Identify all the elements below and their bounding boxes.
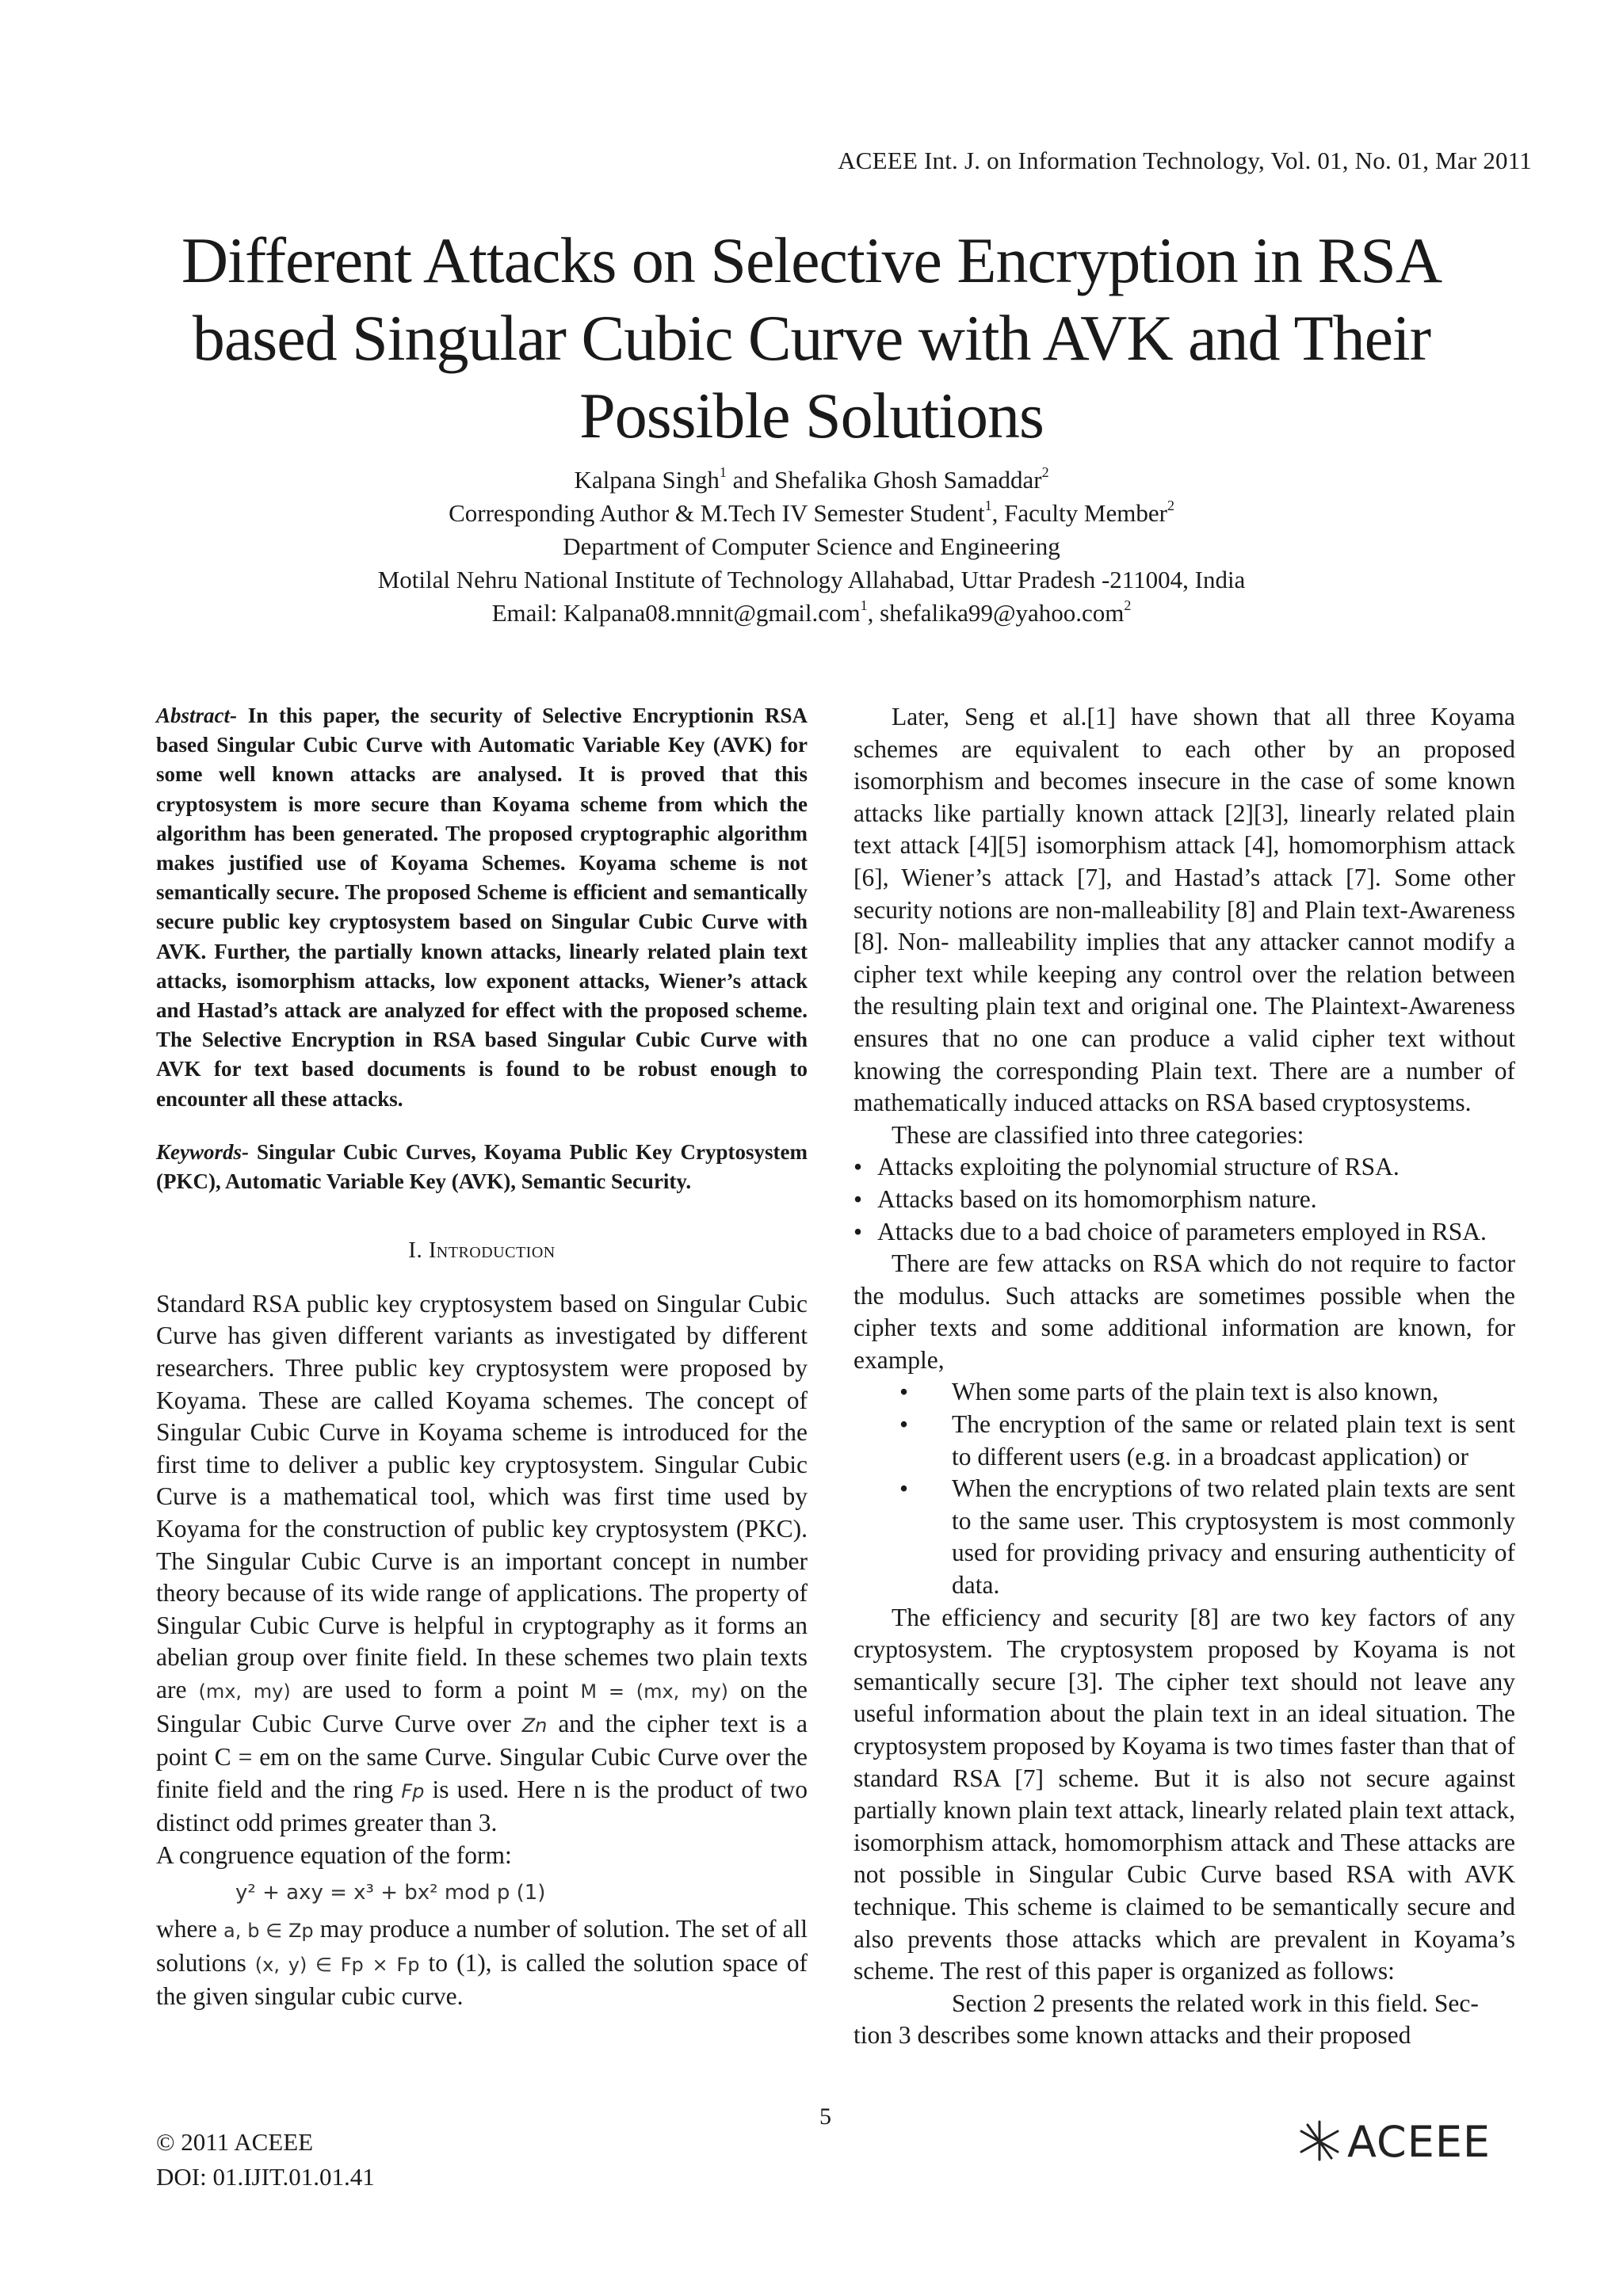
right-paragraph-1: Later, Seng et al.[1] have shown that all three Koyama schemes are equivalent to each other by an proposed isomorphism and becomes insecure in the case of some known attacks like partially known attack [2][3], linearly related plain text attack [4][5] isomorphism attack [4], homomorphism attack [6], Wiener’s attack [7], and Hastad’s attack [7]. Some other security notions are non-malleability [8] and Plain text-Awareness [8]. Non- malleability implies that any attacker cannot modify a cipher text while keeping any control over the relation between the resulting plain text and original one. The Plaintext-Awareness ensures that no one can produce a valid cipher text without knowing the corresponding Plain text. There are a number of mathematically induced attacks on RSA based cryptosystems.	[854, 703, 1515, 1117]
footer	[156, 2125, 375, 2195]
attack-categories-list	[854, 1151, 1515, 1248]
title-line-1: Different Attacks on Selective Encryption in RSA	[181, 224, 1442, 296]
right-column	[854, 701, 1515, 2052]
title-line-2: based Singular Cubic Curve with AVK and Their	[192, 302, 1431, 374]
doi: DOI: 01.IJIT.01.01.41	[156, 2163, 375, 2191]
list-item: • The encryption of the same or related plain text is sent to different users (e.g. in a broadcast application) or	[952, 1409, 1515, 1473]
author-roles: Corresponding Author & M.Tech IV Semester Student$^1$, Faculty Member$^2$	[449, 498, 1174, 527]
intro-paragraph-1: Standard RSA public key cryptosystem based on Singular Cubic Curve has given different variants as investigated by different researchers. Three public key cryptosystem were proposed by Koyama. These are called Koyama schemes. The concept of Singular Cubic Curve in Koyama scheme is introduced for the first time to deliver a public key cryptosystem. Singular Cubic Curve is a mathematical tool, which was first time used by Koyama for the construction of public key cryptosystem (PKC). The Singular Cubic Curve is an important concept in number theory because of its wide range of applications. The property of Singular Cubic Curve is helpful in cryptography as it forms an abelian group over finite field. In these schemes two plain texts are (mx, my) are used to form a point M = (mx, my) on the Singular Cubic Curve Curve over Zn and the cipher text is a point C = em on the same Curve. Singular Cubic Curve over the finite field and the ring Fp is used. Here n is the product of two distinct odd primes greater than 3.	[156, 1289, 808, 1837]
logo-text: ACEEE	[1347, 2116, 1491, 2167]
author-names: Kalpana Singh$^1$ and Shefalika Ghosh Samaddar$^2$	[574, 464, 1049, 494]
abstract: Abstract- In this paper, the security of Selective Encryptionin RSA based Singular Cubic Curve with Automatic Variable Key (AVK) for some well known attacks are analysed. It is proved that this cryptosystem is more secure than Koyama scheme from which the algorithm has been generated. The proposed cryptographic algorithm makes justified use of Koyama Schemes. Koyama scheme is not semantically secure. The proposed Scheme is efficient and semantically secure public key cryptosystem based on Singular Cubic Curve with AVK. Further, the partially known attacks, linearly related plain text attacks, isomorphism attacks, low exponent attacks, Wiener’s attack and Hastad’s attack are analyzed for effect with the proposed scheme. The Selective Encryption in RSA based Singular Cubic Curve with AVK for text based documents is found to be robust enough to encounter all these attacks.	[156, 704, 808, 1111]
right-paragraph-5a: Section 2 presents the related work in this field. Sec-	[952, 1989, 1479, 2017]
author-email: Email: Kalpana08.mnnit@gmail.com$^1$, shefalika99@yahoo.com$^2$	[491, 597, 1132, 627]
aceee-star-icon	[1292, 2114, 1347, 2169]
section-heading-introduction: I. Introduction	[408, 1238, 556, 1264]
list-item: • When the encryptions of two related plain texts are sent to the same user. This cryptosystem is most commonly used for providing privacy and ensuring authenticity of data.	[952, 1473, 1515, 1601]
right-paragraph-5b: tion 3 describes some known attacks and their proposed	[854, 2021, 1411, 2050]
keywords: Keywords- Singular Cubic Curves, Koyama Public Key Cryptosystem (PKC), Automatic Variable Key (AVK), Semantic Security.	[156, 1139, 808, 1194]
list-item: • Attacks due to a bad choice of parameters employed in RSA.	[854, 1216, 1515, 1249]
author-department: Department of Computer Science and Engineering	[563, 532, 1060, 560]
copyright: © 2011 ACEEE	[156, 2128, 314, 2156]
page-number: 5	[819, 2103, 831, 2130]
author-institute: Motilal Nehru National Institute of Technology Allahabad, Uttar Pradesh -211004, India	[377, 566, 1246, 593]
intro-paragraph-2: A congruence equation of the form:	[156, 1840, 512, 1869]
right-paragraph-4: The efficiency and security [8] are two key factors of any cryptosystem. The cryptosystem proposed by Koyama is not semantically secure [3]. The cipher text should not leave any useful information about the plain text in an ideal situation. The cryptosystem proposed by Koyama is two times faster than that of standard RSA [7] scheme. But it is also not secure against partially known plain text attack, linearly related plain text attack, isomorphism attack, homomorphism attack and These attacks are not possible in Singular Cubic Curve based RSA with AVK technique. This scheme is claimed to be semantically secure and also prevents those attacks which are prevalent in Koyama’s scheme. The rest of this paper is organized as follows:	[854, 1603, 1515, 1985]
left-column	[156, 701, 808, 2013]
intro-paragraph-3: where a, b ∈ Zp may produce a number of solution. The set of all solutions (x, y) ∈ Fp × Fp to (1), is called the solution space of the given singular cubic curve.	[156, 1915, 808, 2011]
title-line-3: Possible Solutions	[579, 379, 1044, 452]
right-paragraph-2: These are classified into three categories:	[892, 1120, 1304, 1149]
journal-header: ACEEE Int. J. on Information Technology, Vol. 01, No. 01, Mar 2011	[838, 147, 1532, 174]
list-item: • Attacks based on its homomorphism nature.	[854, 1184, 1515, 1216]
aceee-logo	[1292, 2114, 1491, 2169]
examples-list	[854, 1376, 1515, 1601]
paper-title	[103, 222, 1520, 455]
list-item: • When some parts of the plain text is also known,	[952, 1376, 1515, 1409]
list-item: • Attacks exploiting the polynomial structure of RSA.	[854, 1151, 1515, 1184]
author-block	[103, 463, 1520, 630]
equation-1: y² + axy = x³ + bx² mod p (1)	[235, 1880, 546, 1905]
right-paragraph-3: There are few attacks on RSA which do not require to factor the modulus. Such attacks are sometimes possible when the cipher texts and some additional information are known, for example,	[854, 1249, 1515, 1374]
